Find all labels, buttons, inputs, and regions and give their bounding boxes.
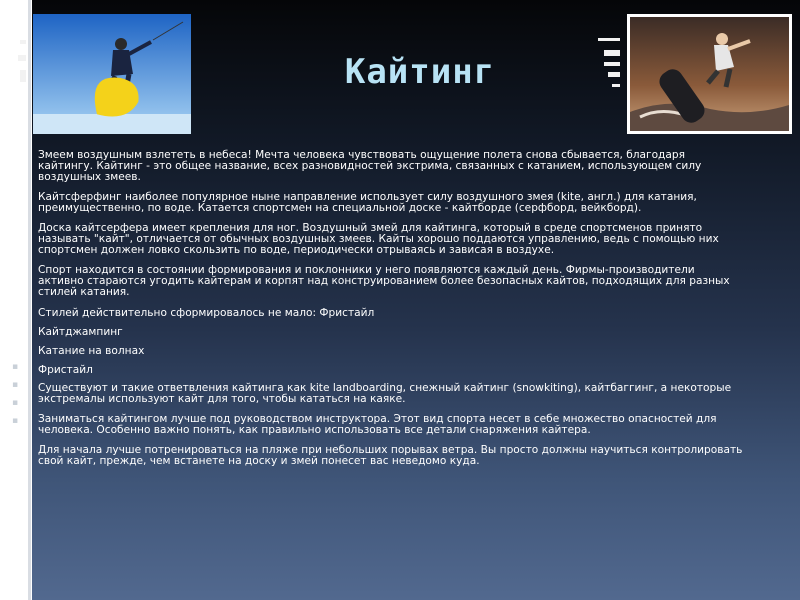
paragraph-intro: Змеем воздушным взлететь в небеса! Мечта человека чувствовать ощущение полета снова сбывается, благодаря кайтингу. Кайтинг - это общее название, всех разновидностей экстрима, связанных с катанием, использующем силу воздушных змеев. xyxy=(38,149,702,183)
wakeboarder-sunset-photo xyxy=(627,14,792,134)
bullet-icon: ▪ xyxy=(12,380,19,390)
paragraph-instructor: Заниматься кайтингом лучше под руководством инструктора. Этот вид спорта несет в себе множество опасностей для человека. Особенно важно понять, как правильно использовать все детали снаряжения кайтера. xyxy=(38,413,717,436)
wakeboarder-illustration xyxy=(630,17,789,131)
bullet-icon: ▪ xyxy=(12,416,19,426)
paragraph-sport-forming: Спорт находится в состоянии формирования и поклонники у него появляются каждый день. Фирмы-производители активно стараются угодить кайтерам и корпят над конструированием более безопасных кайтов, подходящих для разных стилей катания. xyxy=(38,264,730,298)
style-item: Фристайл xyxy=(38,364,93,376)
bullet-icon: ▪ xyxy=(12,398,19,408)
paragraph-beach-practice: Для начала лучше потренироваться на пляже при небольших порывах ветра. Вы просто должны научиться контролировать свой кайт, прежде, чем встанете на доску и змей понесет вас неведомо куда. xyxy=(38,444,743,467)
paragraph-board: Доска кайтсерфера имеет крепления для ног. Воздушный змей для кайтинга, который в среде спортсменов принято называть "кайт", отличается от обычных воздушных змеев. Кайты хорошо поддаются управлению, ведь с помощью них спортсмен должен ловко скользить по воде, периодически отрываясь и зависая в воздухе. xyxy=(38,222,719,256)
style-item: Катание на волнах xyxy=(38,345,145,357)
paragraph-branches: Существуют и такие ответвления кайтинга как kite landboarding, снежный кайтинг (snowkiting), кайтбаггинг, а некоторые экстремалы используют кайт для того, чтобы кататься на каяке. xyxy=(38,382,732,405)
slide-body xyxy=(38,150,743,476)
styles-intro: Стилей действительно сформировалось не мало: Фристайл xyxy=(38,307,375,319)
kitesurfer-jump-photo xyxy=(33,14,191,134)
slide-title: Кайтинг xyxy=(344,52,496,92)
paragraph-kitesurfing: Кайтсферфинг наиболее популярное ныне направление использует силу воздушного змея (kite, англ.) для катания, преимущественно, по воде. Катается спортсмен на специальной доске - кайтборде (серфборд, вейкборд). xyxy=(38,191,697,214)
style-item: Кайтджампинг xyxy=(38,326,123,338)
left-border-rule xyxy=(28,0,31,600)
kitesurfer-illustration xyxy=(33,14,191,134)
bullet-icon: ▪ xyxy=(12,362,19,372)
